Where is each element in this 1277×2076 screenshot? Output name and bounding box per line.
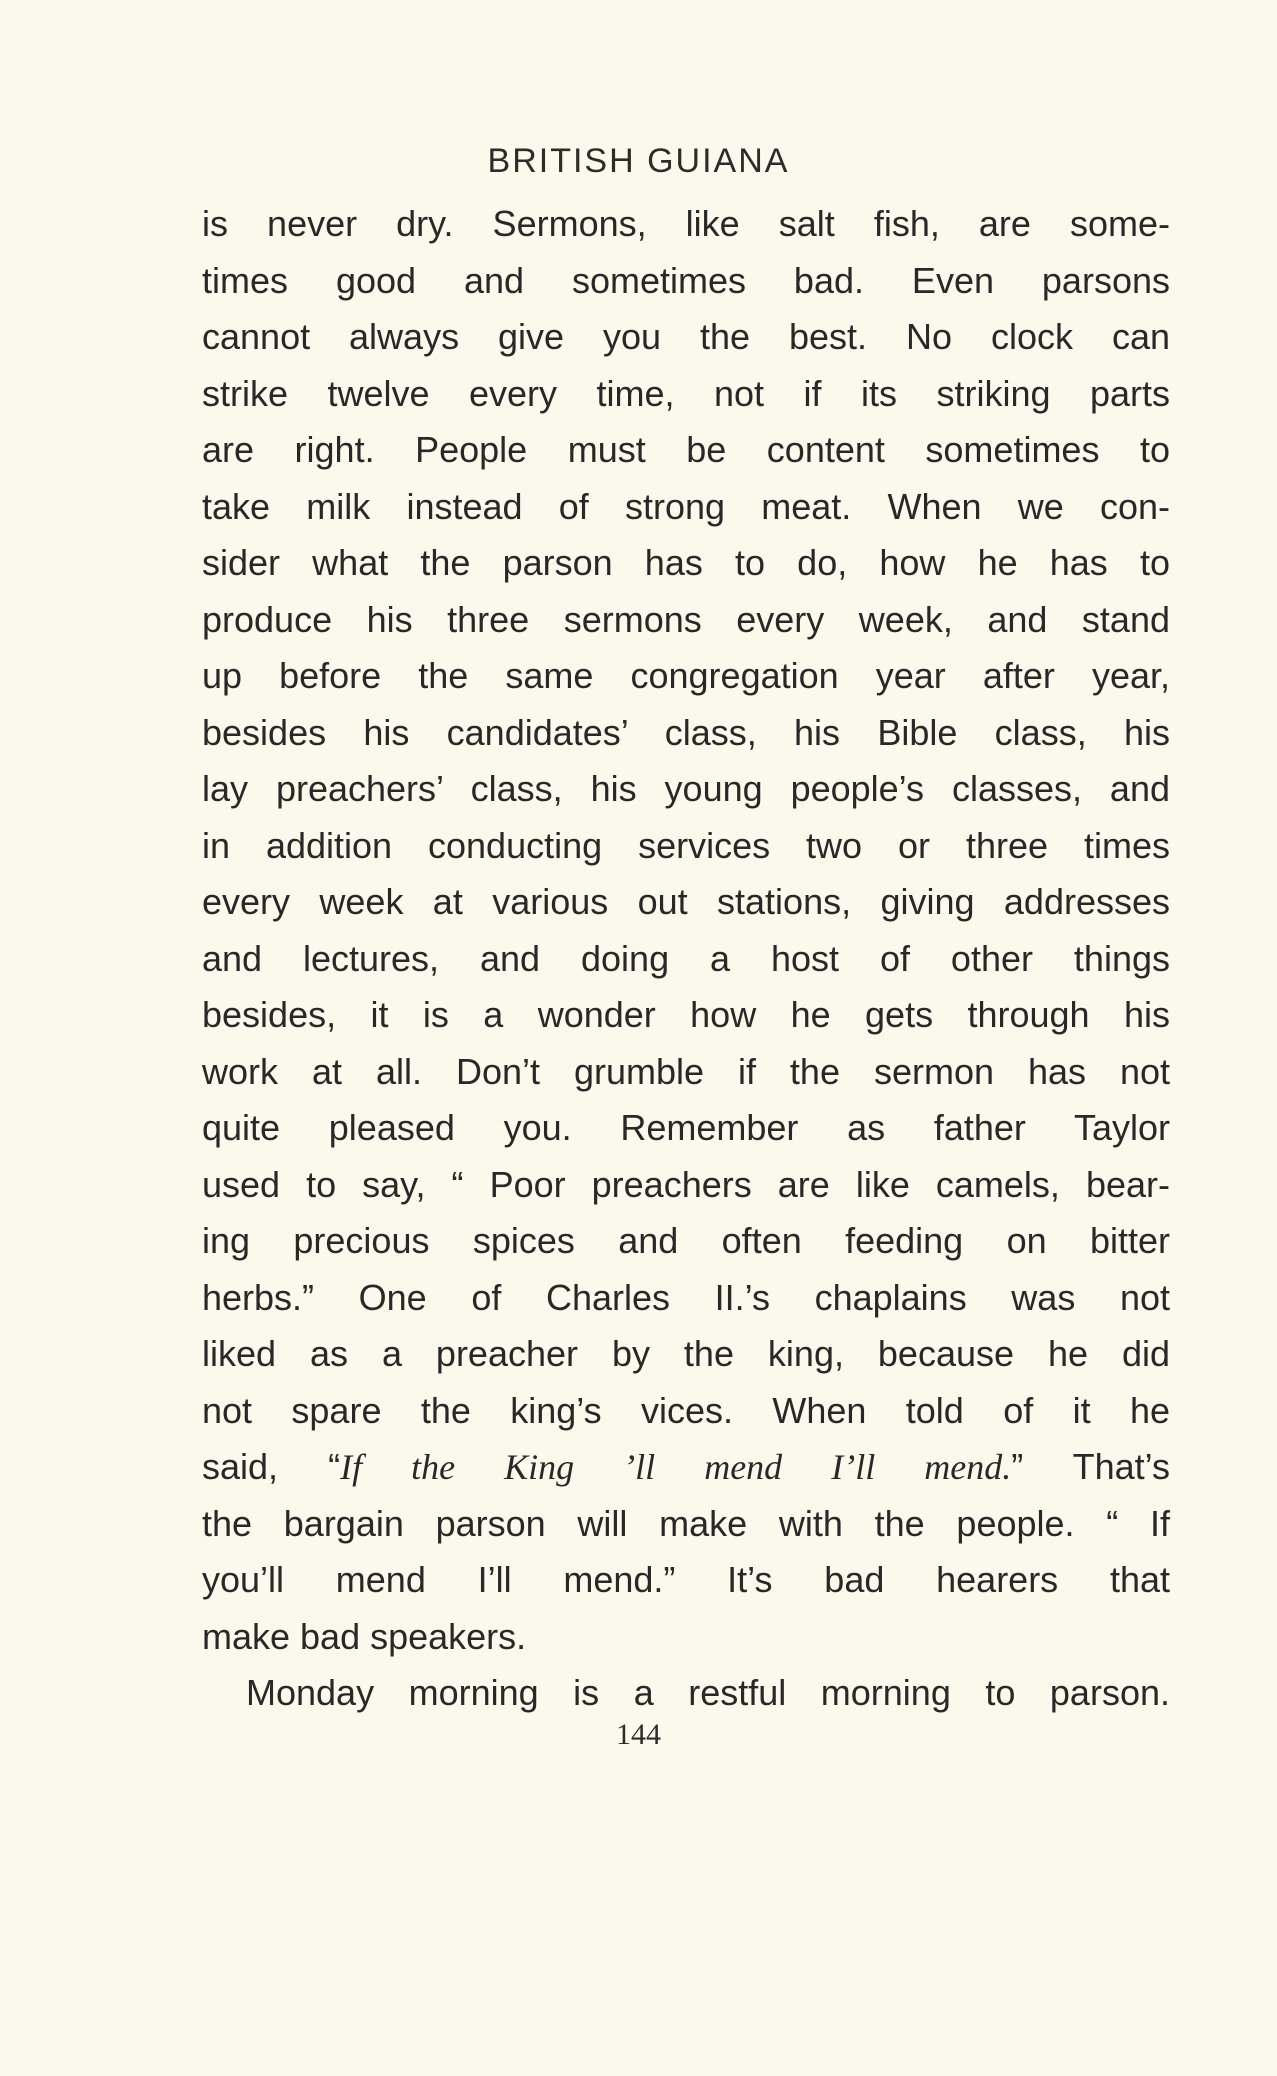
body-text <box>202 196 1170 1722</box>
text-line: every week at various out stations, giving addresses <box>202 881 1170 922</box>
text-line: take milk instead of strong meat. When we con- <box>202 485 1170 527</box>
page-number: 144 <box>616 1718 661 1751</box>
text-line: herbs.” One of Charles II.’s chaplains was not <box>202 1276 1170 1318</box>
text-line: produce his three sermons every week, and stand <box>202 598 1170 640</box>
text-line: not spare the king’s vices. When told of it he <box>202 1389 1170 1431</box>
text-line: work at all. Don’t grumble if the sermon has not <box>202 1050 1170 1092</box>
text-line: besides his candidates’ class, his Bible class, his <box>202 711 1170 753</box>
paragraph-end-line: make bad speakers. <box>202 1615 527 1657</box>
text-line: times good and sometimes bad. Even parsons <box>202 259 1170 301</box>
text-line: used to say, “ Poor preachers are like camels, bear- <box>202 1163 1170 1205</box>
text-line: you’ll mend I’ll mend.” It’s bad hearers that <box>202 1559 1170 1600</box>
text-line: ing precious spices and often feeding on bitter <box>202 1220 1170 1261</box>
text-line: quite pleased you. Remember as father Taylor <box>202 1107 1170 1148</box>
text-line: the bargain parson will make with the people. “ If <box>202 1502 1170 1544</box>
next-paragraph-line: Monday morning is a restful morning to parson. <box>246 1672 1170 1713</box>
running-head: BRITISH GUIANA <box>487 142 790 180</box>
text-line: are right. People must be content sometimes to <box>202 429 1170 470</box>
italic-quote-line <box>202 1439 1170 1496</box>
text-line: and lectures, and doing a host of other things <box>202 937 1170 979</box>
text-line: up before the same congregation year after year, <box>202 655 1170 696</box>
text-line: besides, it is a wonder how he gets through his <box>202 994 1170 1035</box>
text-line: sider what the parson has to do, how he has to <box>202 542 1170 583</box>
italic-quote: If the King ’ll mend I’ll mend. <box>340 1447 1012 1487</box>
text-line: strike twelve every time, not if its striking parts <box>202 372 1170 414</box>
text-line: in addition conducting services two or three times <box>202 824 1170 866</box>
text-line: lay preachers’ class, his young people’s classes, and <box>202 768 1170 809</box>
quote-tail: ” That’s <box>1011 1446 1170 1487</box>
text-line: liked as a preacher by the king, because he did <box>202 1333 1170 1374</box>
text-line: is never dry. Sermons, like salt fish, are some- <box>202 203 1170 244</box>
text-line: cannot always give you the best. No clock can <box>202 316 1170 357</box>
quote-lead: said, “ <box>202 1446 341 1487</box>
